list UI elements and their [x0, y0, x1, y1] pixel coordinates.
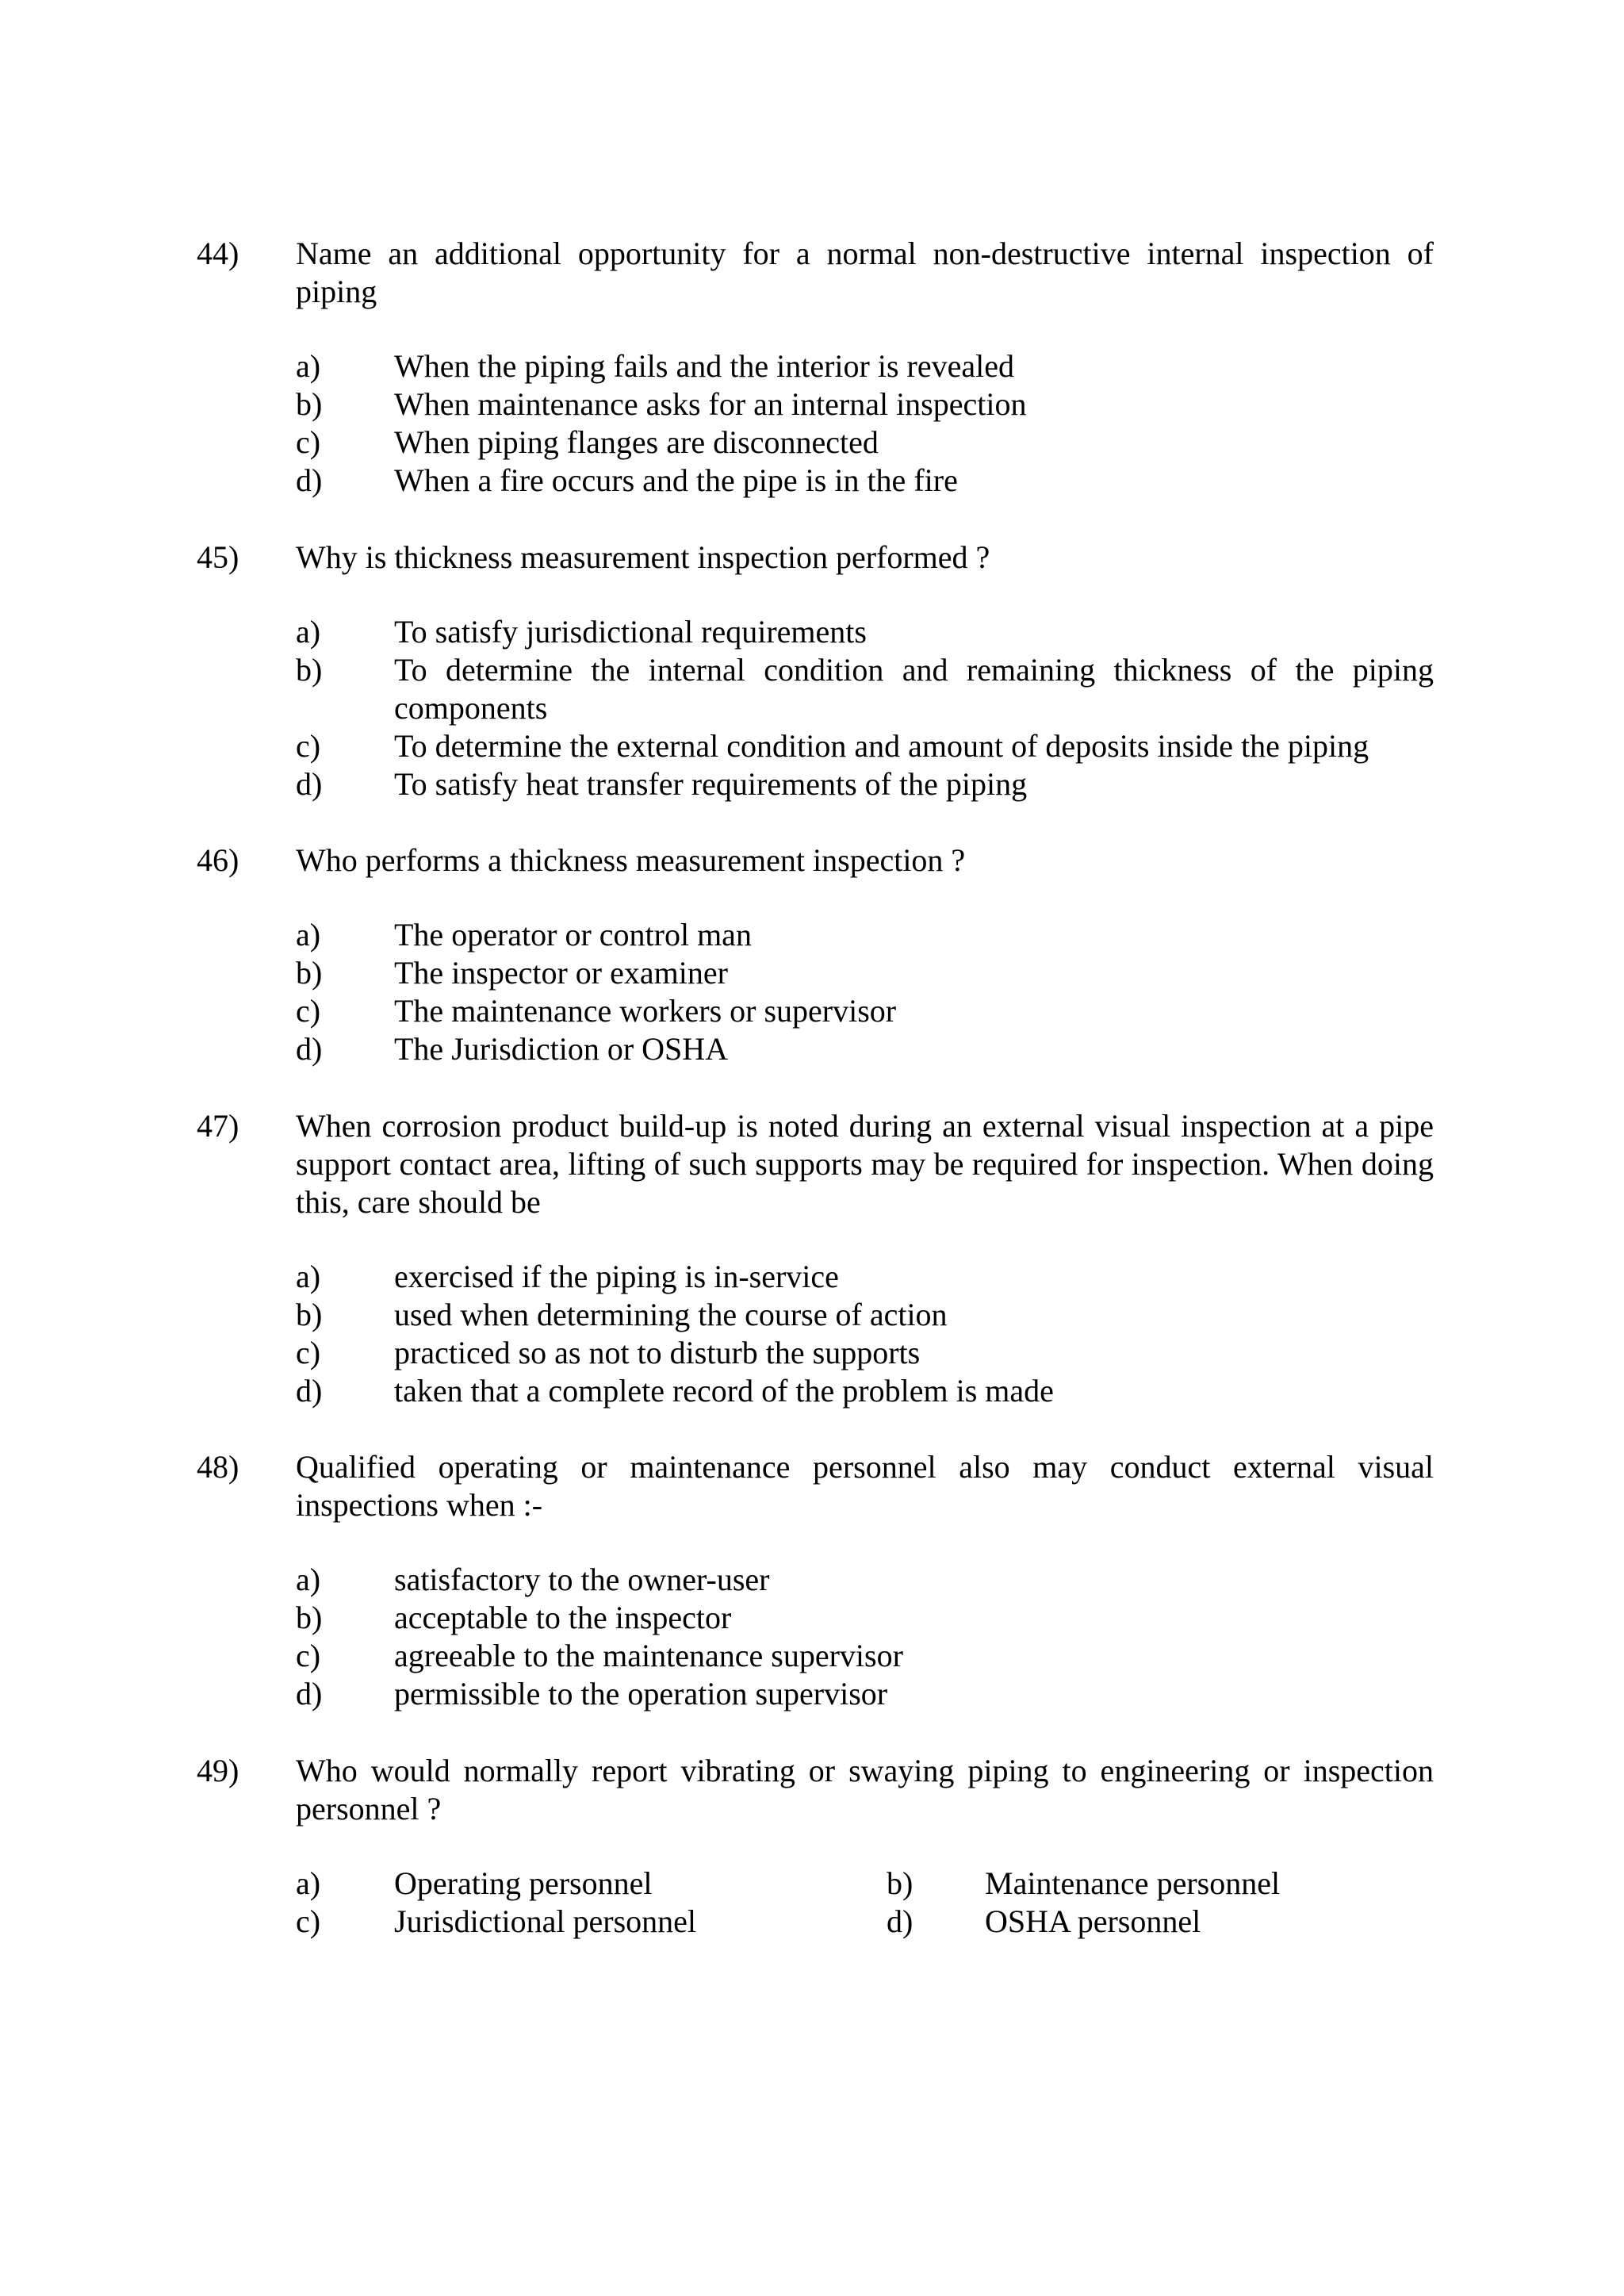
answer-option-c: [296, 424, 1434, 462]
option-letter: c): [296, 1335, 321, 1370]
answer-option-a: [296, 1561, 1434, 1599]
option-text: taken that a complete record of the problem is made: [394, 1373, 1054, 1409]
question-text: Name an additional opportunity for a normal non-destructive internal inspection of piping: [296, 236, 1434, 309]
answer-option-d: [296, 462, 1434, 500]
option-letter: b): [296, 1600, 323, 1635]
option-text: used when determining the course of action: [394, 1297, 948, 1332]
answer-option-d: [296, 765, 1434, 803]
option-text: When maintenance asks for an internal inspection: [394, 386, 1027, 422]
option-text: When a fire occurs and the pipe is in the fire: [394, 462, 958, 498]
answer-option-b: [296, 651, 1434, 727]
question-45: [197, 539, 1434, 803]
answer-option-c: [296, 992, 1434, 1030]
option-letter: b): [296, 652, 323, 688]
option-letter: c): [296, 1638, 321, 1673]
answer-option-a: [296, 916, 1434, 954]
option-text: OSHA personnel: [985, 1903, 1201, 1939]
answer-option-c: [296, 1637, 1434, 1675]
answer-options: [296, 347, 1434, 500]
option-letter: c): [296, 728, 321, 764]
option-letter: b): [296, 955, 323, 991]
answer-option-a: [296, 347, 1434, 385]
option-letter: a): [296, 1259, 321, 1294]
question-48: [197, 1448, 1434, 1713]
option-text: The Jurisdiction or OSHA: [394, 1031, 729, 1067]
option-text: The maintenance workers or supervisor: [394, 993, 897, 1029]
option-text: The operator or control man: [394, 917, 752, 953]
option-letter: c): [296, 424, 321, 460]
question-number: 48): [197, 1449, 239, 1485]
answer-options: [296, 1561, 1434, 1713]
answer-option-d: [887, 1903, 1434, 1941]
answer-option-b: [296, 1599, 1434, 1637]
option-letter: c): [296, 993, 321, 1029]
option-letter: a): [296, 1865, 321, 1901]
question-text: Why is thickness measurement inspection performed ?: [296, 539, 990, 575]
answer-option-b: [296, 1296, 1434, 1334]
question-number: 45): [197, 539, 239, 575]
option-text: permissible to the operation supervisor: [394, 1676, 888, 1711]
option-letter: b): [296, 386, 323, 422]
question-text: When corrosion product build-up is noted during an external visual inspection at a pipe support contact area, lifting of such supports may be required for inspection. When doing this, care should be: [296, 1108, 1434, 1220]
option-text: To determine the external condition and amount of deposits inside the piping: [394, 728, 1369, 764]
option-text: To determine the internal condition and remaining thickness of the piping components: [394, 652, 1434, 726]
option-text: exercised if the piping is in-service: [394, 1259, 839, 1294]
option-text: When the piping fails and the interior is revealed: [394, 348, 1014, 384]
option-letter: d): [296, 1031, 323, 1067]
question-49: [197, 1752, 1434, 1941]
option-text: To satisfy jurisdictional requirements: [394, 614, 867, 650]
option-letter: a): [296, 614, 321, 650]
question-text: Who performs a thickness measurement inspection ?: [296, 842, 966, 878]
option-text: agreeable to the maintenance supervisor: [394, 1638, 903, 1673]
option-text: satisfactory to the owner-user: [394, 1562, 770, 1597]
question-number: 47): [197, 1108, 239, 1144]
answer-option-a: [296, 1258, 1434, 1296]
question-text: Qualified operating or maintenance personnel also may conduct external visual inspections when :-: [296, 1449, 1434, 1523]
question-number: 46): [197, 842, 239, 878]
option-text: Operating personnel: [394, 1865, 653, 1901]
answer-option-d: [296, 1030, 1434, 1068]
answer-option-d: [296, 1675, 1434, 1713]
option-letter: b): [296, 1297, 323, 1332]
answer-option-c: [296, 1903, 887, 1941]
option-letter: a): [296, 348, 321, 384]
option-letter: d): [296, 1373, 323, 1409]
answer-option-b: [296, 954, 1434, 992]
answer-options: [296, 1865, 1434, 1941]
option-letter: d): [296, 1676, 323, 1711]
answer-option-a: [296, 613, 1434, 651]
question-number: 44): [197, 236, 239, 271]
answer-option-c: [296, 727, 1434, 765]
option-text: practiced so as not to disturb the supports: [394, 1335, 921, 1370]
question-number: 49): [197, 1753, 239, 1788]
option-text: When piping flanges are disconnected: [394, 424, 879, 460]
option-text: Maintenance personnel: [985, 1865, 1281, 1901]
answer-options: [296, 613, 1434, 803]
option-letter: c): [296, 1903, 321, 1939]
option-letter: a): [296, 917, 321, 953]
option-letter: b): [887, 1865, 914, 1901]
option-text: acceptable to the inspector: [394, 1600, 732, 1635]
answer-option-a: [296, 1865, 887, 1903]
answer-option-c: [296, 1334, 1434, 1372]
option-text: The inspector or examiner: [394, 955, 728, 991]
answer-option-d: [296, 1372, 1434, 1410]
question-text: Who would normally report vibrating or swaying piping to engineering or inspection personnel ?: [296, 1753, 1434, 1826]
option-text: Jurisdictional personnel: [394, 1903, 697, 1939]
question-44: [197, 235, 1434, 500]
answer-options: [296, 1258, 1434, 1410]
answer-options: [296, 916, 1434, 1068]
answer-option-b: [887, 1865, 1434, 1903]
option-letter: d): [296, 462, 323, 498]
option-letter: d): [296, 766, 323, 802]
option-text: To satisfy heat transfer requirements of the piping: [394, 766, 1028, 802]
question-47: [197, 1107, 1434, 1410]
option-letter: a): [296, 1562, 321, 1597]
question-46: [197, 841, 1434, 1068]
option-letter: d): [887, 1903, 914, 1939]
answer-option-b: [296, 385, 1434, 424]
